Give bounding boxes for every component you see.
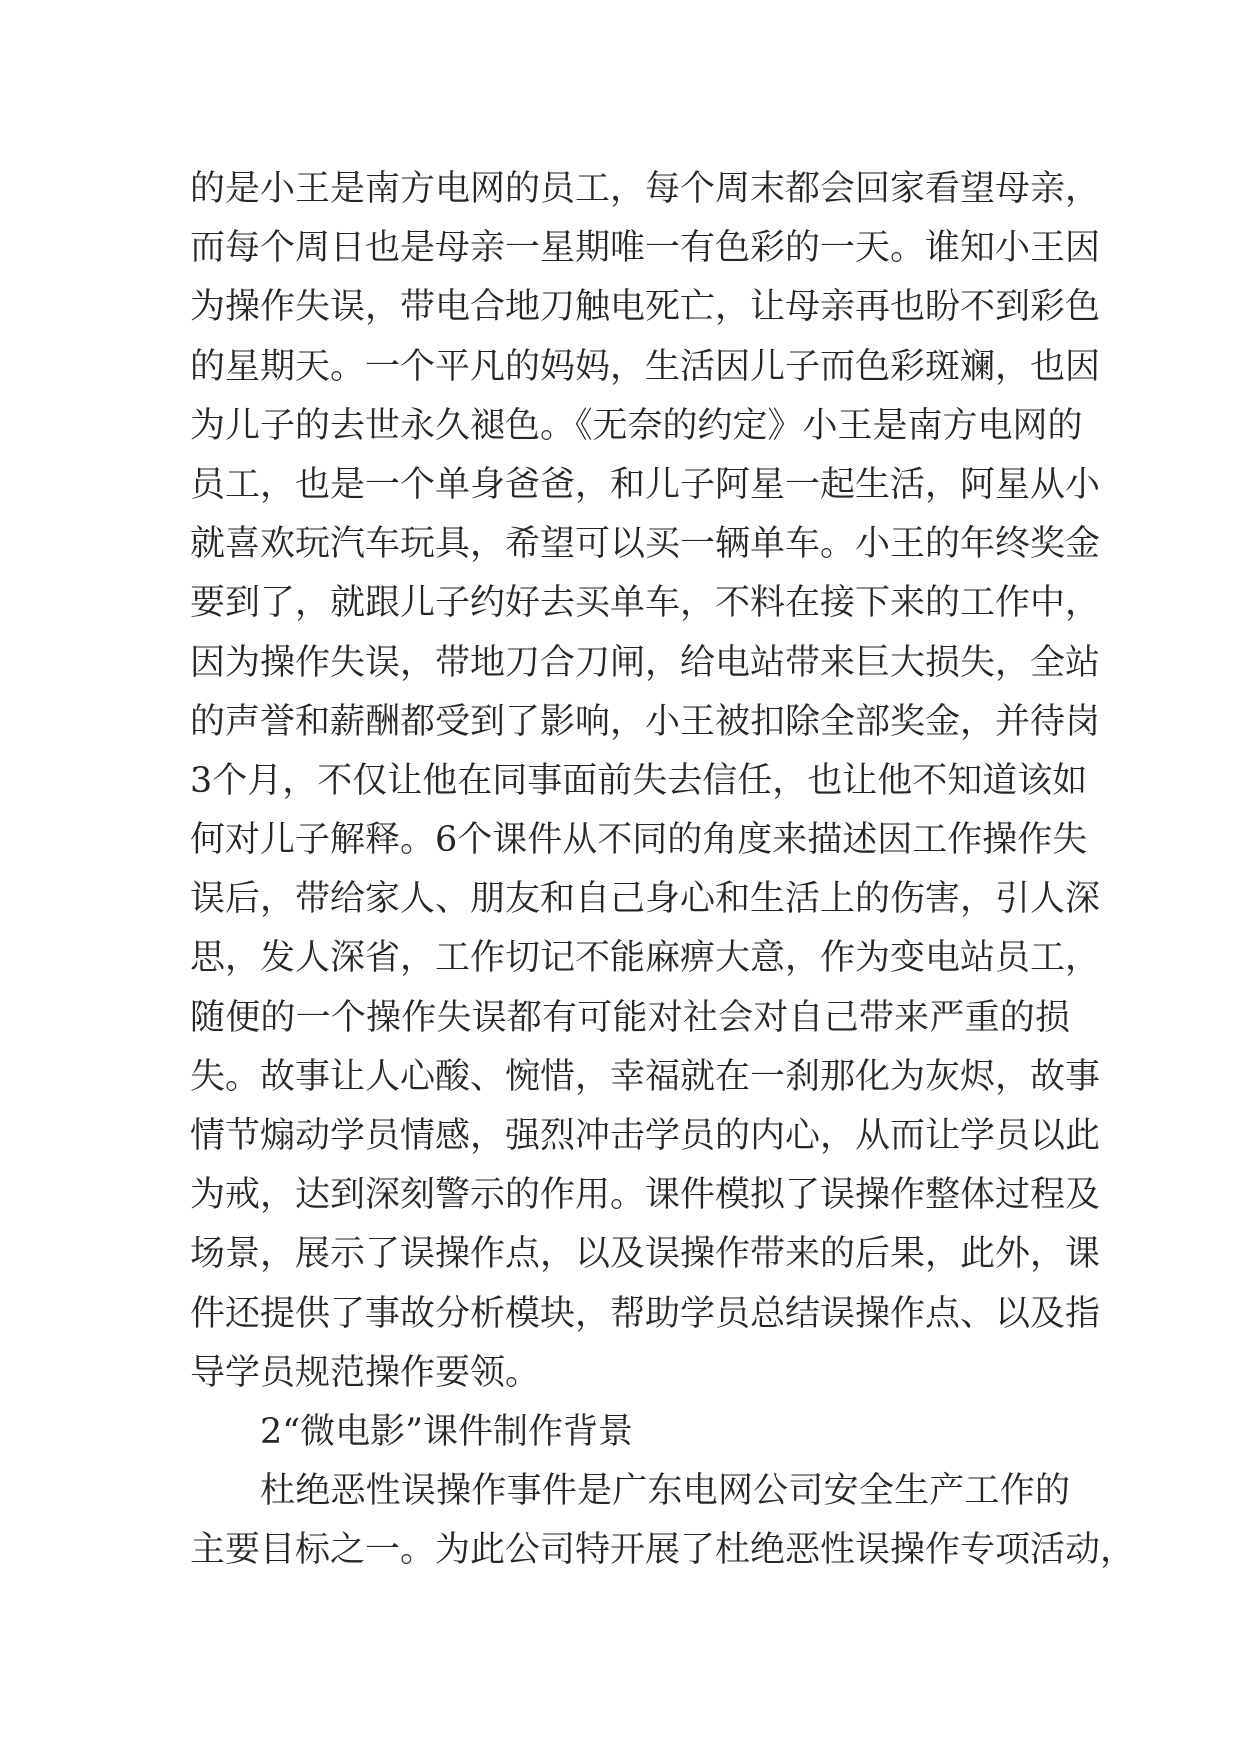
text-line: 情节煽动学员情感，强烈冲击学员的内心，从而让学员以此 bbox=[190, 1116, 1101, 1156]
text-line: 就喜欢玩汽车玩具，希望可以买一辆单车。小王的年终奖金 bbox=[190, 524, 1101, 565]
text-line: 为操作失误，带电合地刀触电死亡，让母亲再也盼不到彩色 bbox=[190, 287, 1101, 328]
text-line: 失。故事让人心酸、惋惜，幸福就在一刹那化为灰烬，故事 bbox=[190, 1056, 1101, 1097]
text-line: 的声誉和薪酬都受到了影响，小王被扣除全部奖金，并待岗 bbox=[190, 701, 1101, 742]
text-line: 而每个周日也是母亲一星期唯一有色彩的一天。谁知小王因 bbox=[190, 228, 1101, 269]
text-line: 件还提供了事故分析模块，帮助学员总结误操作点、以及指 bbox=[190, 1293, 1101, 1334]
document-body bbox=[190, 160, 1136, 1581]
text-line: 随便的一个操作失误都有可能对社会对自己带来严重的损 bbox=[190, 997, 1070, 1038]
text-line: 要到了，就跟儿子约好去买单车，不料在接下来的工作中， bbox=[190, 583, 1101, 624]
text-line: 因为操作失误，带地刀合刀闸，给电站带来巨大损失，全站 bbox=[190, 642, 1101, 683]
text-line: 为戒，达到深刻警示的作用。课件模拟了误操作整体过程及 bbox=[190, 1175, 1101, 1216]
text-line: 场景，展示了误操作点，以及误操作带来的后果，此外，课 bbox=[190, 1234, 1101, 1275]
text-line: 思，发人深省，工作切记不能麻痹大意，作为变电站员工， bbox=[190, 938, 1101, 979]
text-line: 员工，也是一个单身爸爸，和儿子阿星一起生活，阿星从小 bbox=[190, 464, 1101, 505]
text-line: 的是小王是南方电网的员工，每个周末都会回家看望母亲， bbox=[190, 169, 1101, 209]
text-line: 3个月，不仅让他在同事面前失去信任，也让他不知道该如 bbox=[190, 760, 1088, 801]
paragraph-line: 主要目标之一。为此公司特开展了杜绝恶性误操作专项活动， bbox=[190, 1530, 1136, 1571]
text-line: 何对儿子解释。6个课件从不同的角度来描述因工作操作失 bbox=[190, 820, 1088, 861]
text-line: 误后，带给家人、朋友和自己身心和生活上的伤害，引人深 bbox=[190, 879, 1101, 920]
text-line: 导学员规范操作要领。 bbox=[190, 1352, 541, 1393]
paragraph-line: 杜绝恶性误操作事件是广东电网公司安全生产工作的 bbox=[260, 1471, 1070, 1512]
text-line: 为儿子的去世永久褪色。《无奈的约定》小王是南方电网的 bbox=[190, 405, 1083, 446]
section-heading: 2“微电影”课件制作背景 bbox=[260, 1411, 634, 1452]
text-line: 的星期天。一个平凡的妈妈，生活因儿子而色彩斑斓，也因 bbox=[190, 346, 1101, 387]
